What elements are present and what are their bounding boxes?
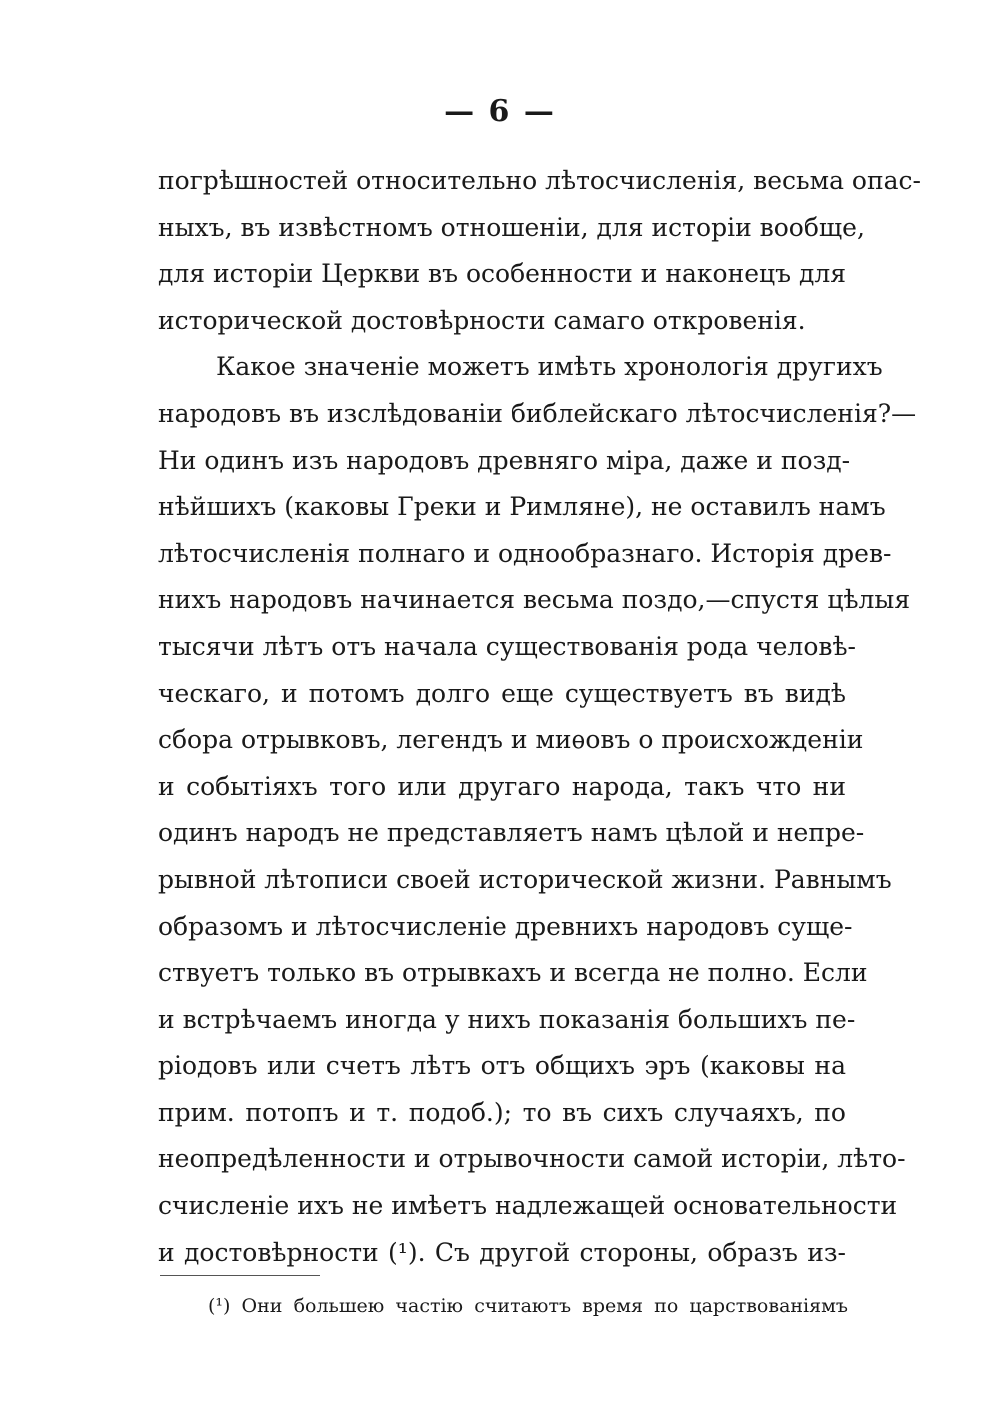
text-line: ствуетъ только въ отрывкахъ и всегда не полно. Если [158, 958, 868, 988]
text-line: ріодовъ или счетъ лѣтъ отъ общихъ эръ (каковы на [158, 1051, 846, 1081]
text-line: сбора отрывковъ, легендъ и миѳовъ о происхожденіи [158, 725, 864, 755]
text-line: счисленіе ихъ не имѣетъ надлежащей основательности [158, 1191, 898, 1221]
text-line: народовъ въ изслѣдованіи библейскаго лѣтосчисленія?— [158, 398, 917, 428]
text-line: неопредѣленности и отрывочности самой исторіи, лѣто- [158, 1144, 906, 1174]
text-line: Ни одинъ изъ народовъ древняго міра, даже и позд- [158, 445, 851, 475]
footnote-divider [160, 1275, 320, 1276]
text-line: и достовѣрности (¹). Съ другой стороны, образъ из- [158, 1237, 846, 1267]
text-line: и встрѣчаемъ иногда у нихъ показанія большихъ пе- [158, 1004, 856, 1034]
text-line: погрѣшностей относительно лѣтосчисленія, весьма опас- [158, 166, 922, 195]
text-line: ческаго, и потомъ долго еще существуетъ въ видѣ [158, 678, 846, 708]
text-line: прим. потопъ и т. подоб.); то въ сихъ случаяхъ, по [158, 1097, 846, 1127]
body-text [158, 158, 922, 1276]
text-line: нихъ народовъ начинается весьма поздо,—спустя цѣлыя [158, 585, 911, 615]
footnote: (¹) Они большею частію считаютъ время по царствованіямъ [208, 1295, 848, 1317]
text-line: исторической достовѣрности самаго откровенія. [158, 305, 806, 335]
text-line: нѣйшихъ (каковы Греки и Римляне), не оставилъ намъ [158, 492, 886, 522]
text-line: лѣтосчисленія полнаго и однообразнаго. Исторія древ- [158, 538, 892, 568]
text-line: образомъ и лѣтосчисленіе древнихъ народовъ суще- [158, 911, 853, 941]
text-line: Какое значеніе можетъ имѣть хронологія другихъ [216, 352, 883, 382]
text-line: для исторіи Церкви въ особенности и наконецъ для [158, 259, 847, 289]
page-number: — 6 — [444, 94, 556, 129]
text-line: ныхъ, въ извѣстномъ отношеніи, для исторіи вообще, [158, 212, 865, 242]
text-line: тысячи лѣтъ отъ начала существованія рода человѣ- [158, 631, 856, 661]
text-line: и событіяхъ того или другаго народа, такъ что ни [158, 771, 846, 801]
text-line: рывной лѣтописи своей исторической жизни. Равнымъ [158, 864, 892, 894]
text-line: одинъ народъ не представляетъ намъ цѣлой и непре- [158, 818, 865, 848]
